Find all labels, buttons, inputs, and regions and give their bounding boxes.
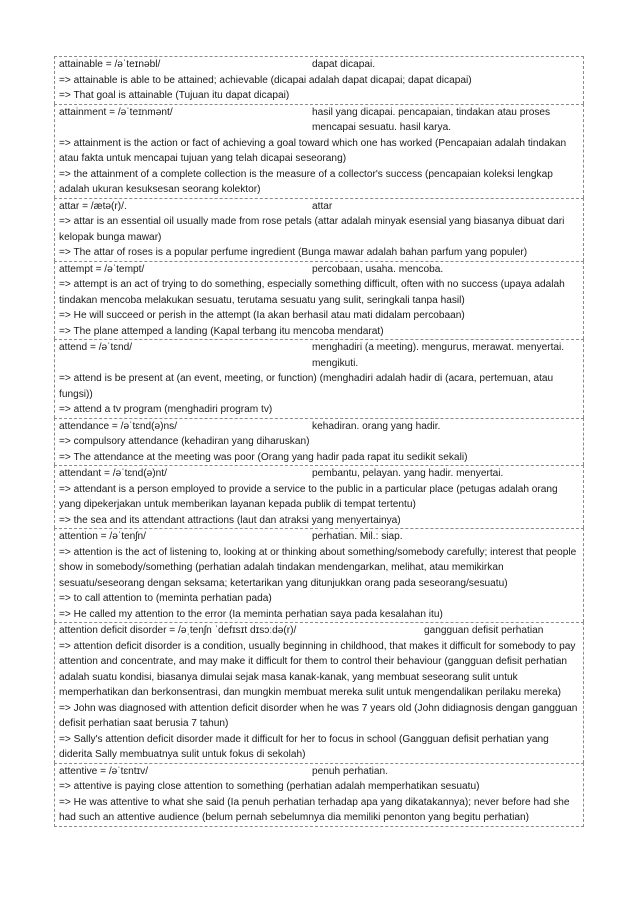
entry-line: => He will succeed or perish in the attempt (Ia akan berhasil atau mati didalam percobaan) bbox=[59, 310, 465, 321]
entry-line: => The attar of roses is a popular perfume ingredient (Bunga mawar adalah bahan parfum yang populer) bbox=[59, 247, 528, 258]
entry-heading bbox=[59, 764, 579, 780]
entry-line: => to call attention to (meminta perhatian pada) bbox=[59, 593, 272, 604]
entry-heading bbox=[59, 466, 579, 482]
entry-line: => attend is be present at (an event, meeting, or function) (menghadiri adalah hadir di (acara, pertemuan, atau fungsi)) bbox=[59, 373, 554, 400]
entry-heading bbox=[59, 623, 579, 639]
entry-term: attainment = /əˈteɪnmənt/ bbox=[59, 106, 173, 118]
entry-line: => That goal is attainable (Tujuan itu dapat dicapai) bbox=[59, 90, 290, 101]
entry-heading bbox=[59, 262, 579, 278]
entry-meaning: percobaan, usaha. mencoba. bbox=[312, 263, 444, 275]
entry-meaning: kehadiran. orang yang hadir. bbox=[312, 420, 441, 432]
entry-term: attar = /ætə(r)/. bbox=[59, 200, 127, 212]
entry-line: => attar is an essential oil usually made from rose petals (attar adalah minyak esensial yang biasanya dibuat dari kelopak bunga mawar) bbox=[59, 216, 565, 243]
entry-line: => He called my attention to the error (Ia meminta perhatian saya pada kesalahan itu) bbox=[59, 608, 443, 620]
entry-heading bbox=[59, 419, 579, 435]
entry-line: => attention deficit disorder is a condition, usually beginning in childhood, that makes it difficult for somebody to pay attention and concentrate, and may make it difficult for them to control their behaviour (gangguan defisit perhatian adalah suatu kondisi, biasanya dimulai sejak masa kanak-kanak, yang membuat seseorang sulit untuk memperhatikan dan berkonsentrasi, dan mungkin membuat mereka sulit untuk mengendalikan perilaku mereka) bbox=[59, 640, 576, 698]
entry-heading bbox=[59, 57, 579, 73]
entry-term: attention = /əˈtenʃn/ bbox=[59, 531, 146, 542]
entry-term: attention deficit disorder = /əˌtenʃn ˈdefɪsɪt dɪsɔːdə(r)/ bbox=[59, 625, 297, 636]
entry-heading bbox=[59, 529, 579, 545]
entry-line: => attainable is able to be attained; achievable (dicapai adalah dapat dicapai; dapat dicapai) bbox=[59, 74, 472, 86]
entry-list bbox=[54, 56, 584, 827]
entry-line: => the attainment of a complete collection is the measure of a collector's success (pencapaian koleksi lengkap bbox=[59, 168, 553, 180]
entry-line: => attempt is an act of trying to do something, especially something difficult, often with no success (upaya adalah tindakan mencoba melakukan sesuatu, terutama sesuatu yang sulit, seringkali tanpa hasil) bbox=[59, 279, 565, 306]
entry-heading bbox=[59, 105, 579, 136]
entry-heading bbox=[59, 340, 579, 371]
entry-meaning: attar bbox=[312, 200, 333, 212]
entry-line: => Sally's attention deficit disorder made it difficult for her to focus in school (Gangguan defisit perhatian yang diderita Sally membuatnya sulit untuk fokus di sekolah) bbox=[59, 733, 549, 760]
entry-meaning: penuh perhatian. bbox=[312, 765, 389, 777]
entry-line: => John was diagnosed with attention deficit disorder when he was 7 years old (John didiagnosis dengan gangguan defisit perhatian saat berusia 7 tahun) bbox=[59, 702, 578, 729]
entry-term: attend = /əˈtɛnd/ bbox=[59, 342, 133, 353]
entry-line: => attentive is paying close attention to something (perhatian adalah memperhatikan sesuatu) bbox=[59, 781, 480, 792]
entry-meaning: hasil yang dicapai. pencapaian, tindakan atau proses mencapai sesuatu. hasil karya. bbox=[312, 106, 551, 133]
dictionary-page bbox=[54, 56, 584, 827]
entry-term: attendant = /əˈtɛnd(ə)nt/ bbox=[59, 468, 167, 479]
dictionary-entry bbox=[54, 622, 584, 763]
dictionary-entry bbox=[54, 528, 584, 622]
entry-line: => compulsory attendance (kehadiran yang diharuskan) bbox=[59, 436, 310, 447]
dictionary-entry bbox=[54, 261, 584, 340]
entry-line: => attendant is a person employed to provide a service to the public in a particular place (petugas adalah orang yang dipekerjakan untuk memberikan layanan kepada publik di tempat tertentu) bbox=[59, 483, 558, 510]
entry-meaning: perhatian. Mil.: siap. bbox=[312, 531, 403, 542]
entry-term: attempt = /əˈtempt/ bbox=[59, 263, 145, 275]
entry-term: attainable = /əˈteɪnəbl/ bbox=[59, 59, 161, 70]
dictionary-entry bbox=[54, 763, 584, 827]
entry-line: => the sea and its attendant attractions (laut dan atraksi yang menyertainya) bbox=[59, 514, 401, 526]
dictionary-entry bbox=[54, 339, 584, 418]
entry-line: => attention is the act of listening to, looking at or thinking about something/somebody carefully; interest that people show in somebody/something (perhatian adalah tindakan mendengarkan, melihat, atau memikirkan sesuatu/seseorang dengan seksama; ketertarikan yang ditunjukkan orang pada seseorang/sesuatu) bbox=[59, 546, 577, 589]
dictionary-entry bbox=[54, 465, 584, 528]
dictionary-entry bbox=[54, 418, 584, 466]
dictionary-entry bbox=[54, 198, 584, 261]
entry-meaning: dapat dicapai. bbox=[312, 59, 376, 70]
entry-meaning: menghadiri (a meeting). mengurus, merawat. menyertai. mengikuti. bbox=[312, 342, 565, 369]
entry-line: adalah ukuran kesuksesan seorang kolektor) bbox=[59, 184, 261, 195]
entry-term: attentive = /əˈtɛntɪv/ bbox=[59, 765, 149, 777]
entry-meaning: gangguan defisit perhatian bbox=[424, 625, 544, 636]
dictionary-entry bbox=[54, 56, 584, 104]
entry-line: => attainment is the action or fact of achieving a goal toward which one has worked (Pencapaian adalah tindakan atau fakta untuk mencapai tujuan yang telah dicapai seseorang) bbox=[59, 137, 567, 164]
entry-line: => The attendance at the meeting was poor (Orang yang hadir pada rapat itu sedikit sekali) bbox=[59, 451, 468, 463]
entry-line: => attend a tv program (menghadiri program tv) bbox=[59, 404, 273, 415]
entry-line: => The plane attemped a landing (Kapal terbang itu mencoba mendarat) bbox=[59, 325, 384, 337]
entry-heading bbox=[59, 199, 579, 215]
dictionary-entry bbox=[54, 104, 584, 198]
entry-line: => He was attentive to what she said (Ia penuh perhatian terhadap apa yang dikatakannya); never before had she had such an attentive audience (belum pernah sebelumnya dia memiliki penonton yang begitu perhatian) bbox=[59, 796, 570, 823]
entry-meaning: pembantu, pelayan. yang hadir. menyertai. bbox=[312, 468, 504, 479]
entry-term: attendance = /əˈtɛnd(ə)ns/ bbox=[59, 420, 178, 432]
